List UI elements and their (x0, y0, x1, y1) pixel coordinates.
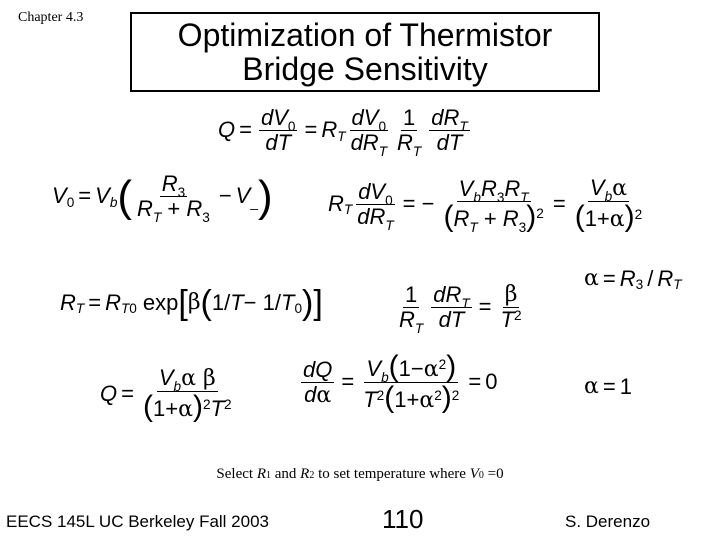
equation-alpha-one: α = 1 (584, 374, 632, 399)
equation-rt-dv0: R T $\frac{dV_0}{dR_T}$ = − $\frac{V_bR_3R_T}{(R_T + R_3)^2}$ = $\frac{V_b\alpha}{(1+\alpha)^2}$ (328, 175, 643, 235)
footer-page-number: 110 (382, 504, 424, 534)
footer-course: EECS 145L UC Berkeley Fall 2003 (6, 512, 270, 531)
equation-rt-ratio: $\frac{1}{R_T}$ $\frac{dR_T}{dT}$ = $\frac{\beta}{T^2}$ (399, 281, 522, 336)
equation-q-definition: Q = $\frac{dV_0}{dT}$ = R T $\frac{dV_0}{dR_T}$ $\frac{1}{R_T}$ $\frac{dR_T}{dT}$ (218, 105, 468, 160)
footer-author: S. Derenzo (565, 512, 651, 531)
title-line-1: Optimization of Thermistor (177, 17, 553, 53)
title-line-2: Bridge Sensitivity (242, 51, 488, 87)
equation-v0: V 0 = V b ( $\frac{R_3}{R_T + R_3}$ − V _ ) (52, 171, 273, 226)
slide-title (130, 12, 600, 92)
equation-alpha: α = R 3 / R T (584, 266, 682, 293)
equation-q-final: Q = $\frac{V_b\alpha \beta}{(1+\alpha)^2T^2}$ (100, 365, 232, 424)
equation-dq-dalpha: $\frac{dQ}{d\alpha}$ = $\frac{V_b(1-\alpha^2)}{T^2(1+\alpha^2)^2}$ = 0 (303, 350, 498, 415)
selection-note: Select R1 and R2 to set temperature where V0 =0 (216, 466, 504, 482)
chapter-label: Chapter 4.3 (18, 10, 84, 25)
equation-rt-exp: R T = R T0 exp [ β ( 1/ T − 1/ T 0 ) ] (60, 284, 323, 322)
